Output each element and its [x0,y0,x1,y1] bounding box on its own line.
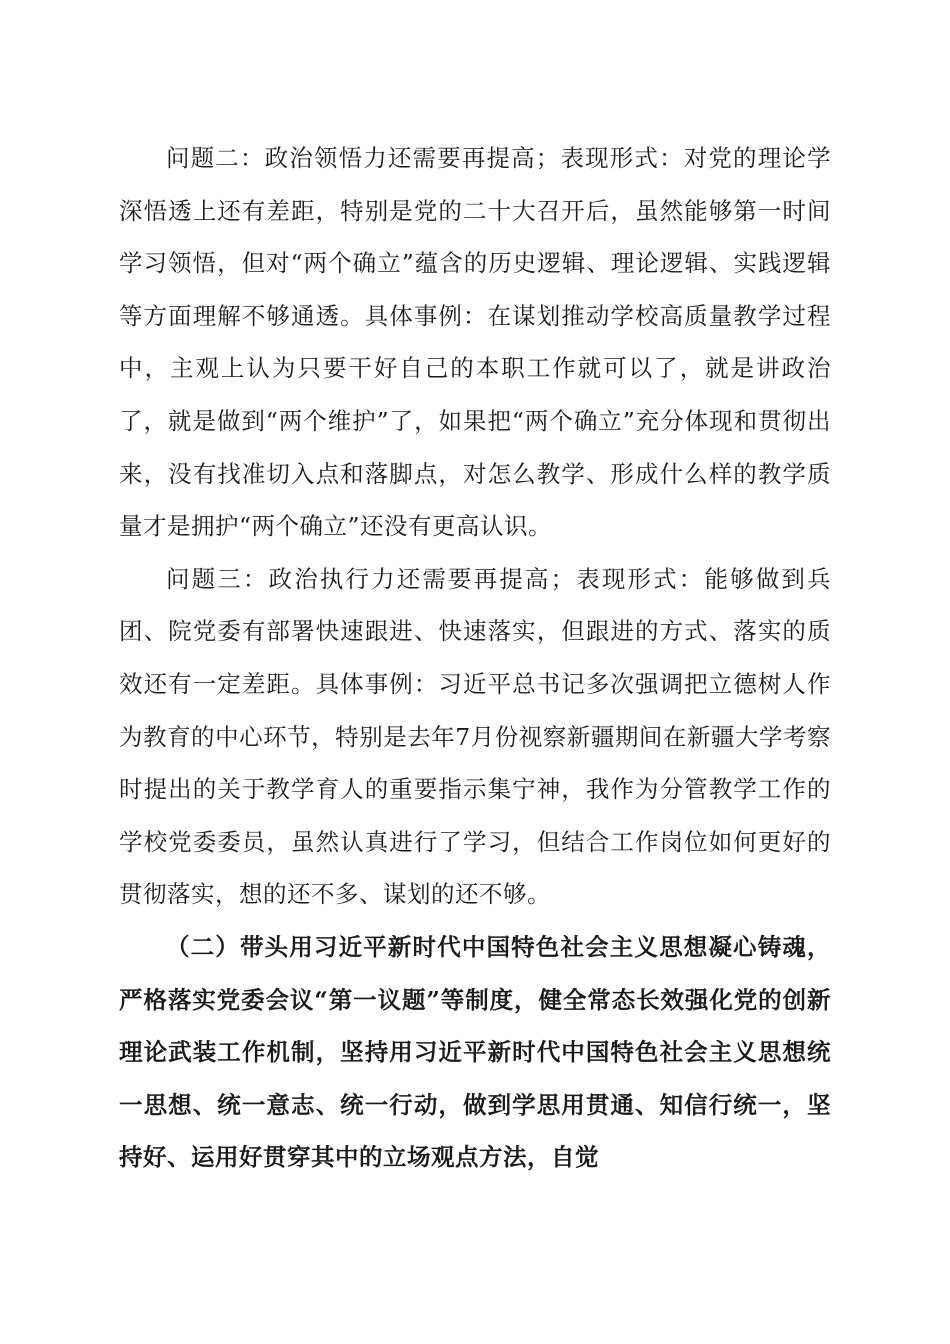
section-two-body: 严格落实党委会议“第一议题”等制度，健全常态长效强化党的创新理论武装工作机制，坚持用习近平新时代中国特色社会主义思想统一思想、统一意志、统一行动，做到学思用贯通、知信行统一，坚持好、运用好贯穿其中的立场观点方法，自觉 [119,985,831,1172]
section-two-heading: （二）带头用习近平新时代中国特色社会主义思想凝心铸魂， [166,932,831,961]
paragraph-problem-two: 问题二：政治领悟力还需要再提高；表现形式：对党的理论学深悟透上还有差距，特别是党的二十大召开后，虽然能够第一时间学习领悟，但对“两个确立”蕴含的历史逻辑、理论逻辑、实践逻辑等方面理解不够通透。具体事例：在谋划推动学校高质量教学过程中，主观上认为只要干好自己的本职工作就可以了，就是讲政治了，就是做到“两个维护”了，如果把“两个确立”充分体现和贯彻出来，没有找准切入点和落脚点，对怎么教学、形成什么样的教学质量才是拥护“两个确立”还没有更高认识。 [119,144,831,541]
document-body [119,132,831,1184]
paragraph-section-two [119,921,831,1184]
paragraph-problem-three: 问题三：政治执行力还需要再提高；表现形式：能够做到兵团、院党委有部署快速跟进、快速落实，但跟进的方式、落实的质效还有一定差距。具体事例：习近平总书记多次强调把立德树人作为教育的中心环节，特别是去年7月份视察新疆期间在新疆大学考察时提出的关于教学育人的重要指示集宁神，我作为分管教学工作的学校党委委员，虽然认真进行了学习，但结合工作岗位如何更好的贯彻落实，想的还不多、谋划的还不够。 [119,564,831,909]
